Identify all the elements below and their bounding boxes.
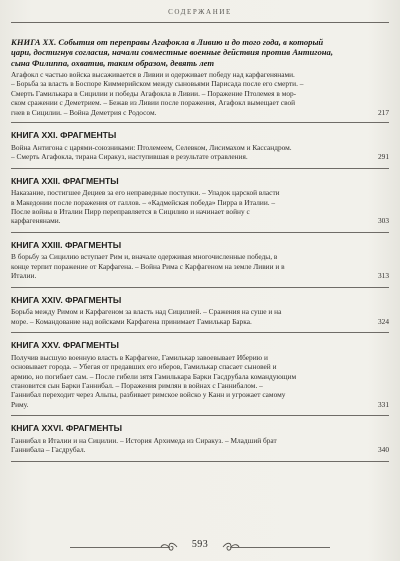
entry-title: КНИГА XXV. ФРАГМЕНТЫ (11, 340, 119, 351)
description-line: ском сражении с Деметрием. – Бежав из Ливии после поражения, Агафокл вымещает свой (11, 98, 296, 108)
page-number: 331 (377, 399, 389, 409)
entry-divider (11, 461, 389, 462)
entry-description (11, 70, 389, 117)
entry-divider (11, 168, 389, 169)
description-text: – Смерть Агафокла, тирана Сиракуз, наступившая в результате отравления. (11, 152, 248, 162)
toc-entry-book-25 (11, 340, 389, 409)
toc-entry-book-21 (11, 130, 389, 161)
running-head: СОДЕРЖАНИЕ (168, 8, 232, 16)
description-line-last (11, 108, 389, 117)
entry-divider (11, 232, 389, 233)
page-number: 303 (377, 216, 389, 226)
description-line-last (11, 400, 389, 409)
description-line: становится сын Барки Ганнибал. – Поражения римлян в войнах с Ганнибалом. – (11, 381, 263, 390)
description-text: карфагенянами. (11, 216, 61, 226)
entry-divider (11, 122, 389, 123)
entry-title-line: цари, достигнув согласия, начали совместные военные действия против Антигона, (11, 47, 333, 58)
description-line: Агафокл с частью войска высаживается в Ливии и одерживает победу над карфагенянами. (11, 69, 295, 79)
description-line: армию, но погибает сам. – После гибели зятя Гамилькара Барки Гасдрубала командующим (11, 371, 297, 381)
description-text: гнев в Сицилии. – Война Деметрия с Родосом. (11, 107, 157, 117)
page-number-footer: 593 (191, 539, 209, 550)
description-line: конце терпит поражение от Карфагена. – Война Рима с Карфагеном на земле Ливии и в (11, 261, 285, 271)
toc-entry-book-24 (11, 295, 389, 326)
description-line: Ганнибал переходит через Альпы, разбивает римское войско у Канн и угрожает самому (11, 390, 286, 400)
description-text: море. – Командование над войсками Карфагена принимает Гамилькар Барка. (11, 316, 252, 326)
entry-title: КНИГА XXIII. ФРАГМЕНТЫ (11, 239, 122, 250)
entry-description (11, 252, 389, 280)
entry-divider (11, 332, 389, 333)
description-text: Италии. (11, 271, 37, 281)
description-line-last (11, 152, 389, 161)
description-line: Смерть Гамилькара в Сицилии и победы Агафокла в Ливии. – Поражение Птолемея в мор- (11, 88, 297, 98)
page-number: 313 (377, 271, 389, 281)
entry-divider (11, 415, 389, 416)
description-line: В борьбу за Сицилию вступает Рим и, вначале одерживая многочисленные победы, в (11, 252, 278, 262)
entry-description (11, 143, 389, 162)
entry-title: КНИГА XXI. ФРАГМЕНТЫ (11, 130, 117, 141)
footer-rule-right (230, 547, 330, 548)
entry-title: КНИГА XXVI. ФРАГМЕНТЫ (11, 423, 123, 434)
description-line: основывает города. – Убегая от предавших его иберов, Гамилькар спасает сыновей и (11, 362, 277, 372)
description-line-last (11, 317, 389, 326)
description-line: Ганнибал в Италии и на Сицилии. – История Архимеда из Сиракуз. – Младший брат (11, 435, 277, 445)
toc-entry-book-26 (11, 423, 389, 454)
page-number: 291 (377, 152, 389, 162)
entry-title-line: КНИГА XX. События от переправы Агафокла в Ливию и до того года, в который (11, 37, 324, 47)
description-line: в Македонии после поражения от галлов. – «Кадмейская победа» Пирра в Италии. – (11, 197, 276, 207)
entry-description (11, 353, 389, 410)
page-number: 217 (377, 107, 389, 117)
toc-entry-book-20 (11, 37, 389, 117)
description-line-last (11, 445, 389, 454)
description-line-last (11, 271, 389, 280)
description-line: Война Антигона с царями-союзниками: Птолемеем, Селевком, Лисимахом и Кассандром. (11, 142, 292, 152)
toc-entry-book-23 (11, 240, 389, 281)
description-line: Наказание, постигшее Дециев за его неправедные поступки. – Упадок царской власти (11, 188, 280, 198)
entry-description (11, 188, 389, 226)
entry-description (11, 436, 389, 455)
page-footer (0, 537, 400, 557)
page-number: 324 (377, 316, 389, 326)
entry-title: КНИГА XXIV. ФРАГМЕНТЫ (11, 294, 122, 305)
header-rule (11, 22, 389, 23)
table-of-contents (11, 37, 389, 537)
description-line: – Борьба за власть в Боспоре Киммерийском между сыновьями Парисада после его смерти. – (11, 79, 304, 89)
page-number: 340 (377, 445, 389, 455)
description-line-last (11, 216, 389, 225)
entry-description (11, 307, 389, 326)
toc-entry-book-22 (11, 176, 389, 226)
description-line: Борьба между Римом и Карфагеном за власть над Сицилией. – Сражения на суше и на (11, 307, 282, 317)
entry-title (11, 37, 389, 68)
description-line: После войны в Италии Пирр переправляется в Сицилию и начинает войну с (11, 206, 250, 216)
entry-divider (11, 287, 389, 288)
description-line: Получив высшую военную власть в Карфагене, Гамилькар завоевывает Иберию и (11, 352, 268, 362)
entry-title: КНИГА XXII. ФРАГМЕНТЫ (11, 175, 119, 186)
entry-title-line: сына Филиппа, охватив, таким образом, девять лет (11, 57, 215, 68)
description-text: Ганнибала – Гасдрубал. (11, 445, 86, 455)
description-text: Риму. (11, 399, 29, 409)
